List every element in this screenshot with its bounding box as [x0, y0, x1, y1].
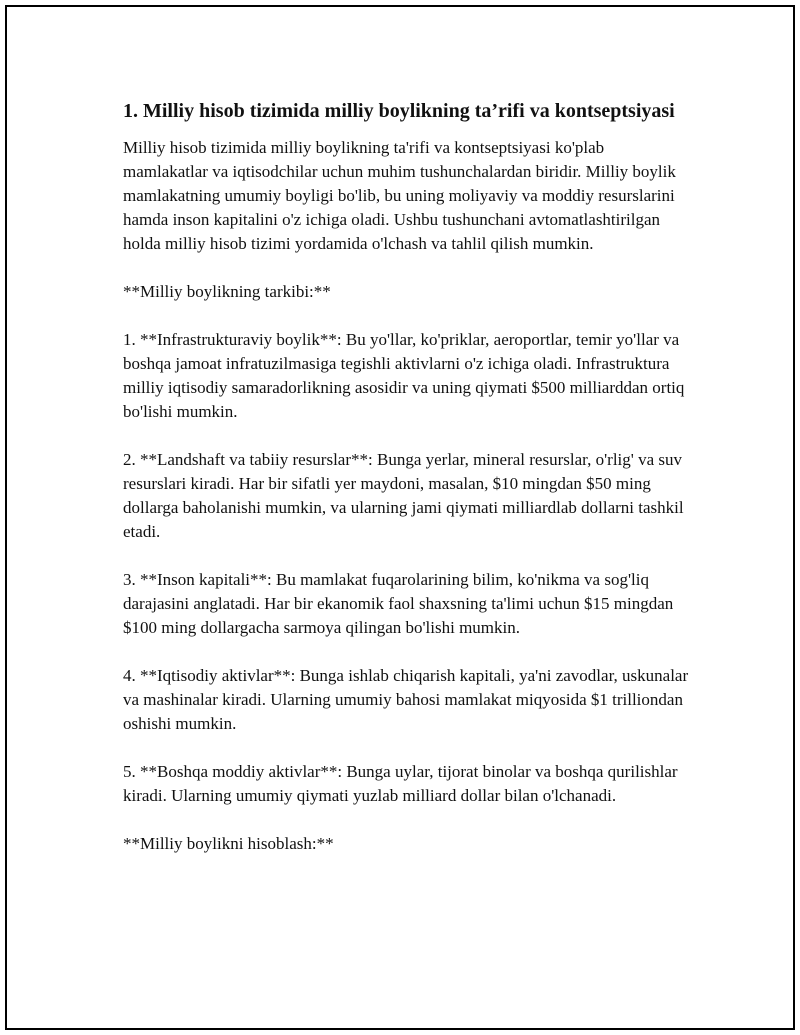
paragraph-item-2: 2. **Landshaft va tabiiy resurslar**: Bunga yerlar, mineral resurslar, o'rlig' va suv resurslari kiradi. Har bir sifatli yer maydoni, masalan, $10 mingdan $50 ming dollarga baholanishi mumkin, va ularning jami qiymati milliardlab dollarni tashkil etadi.: [123, 450, 684, 541]
paragraph-composition-heading: **Milliy boylikning tarkibi:**: [123, 282, 331, 301]
document-title: 1. Milliy hisob tizimida milliy boylikning ta’rifi va kontseptsiyasi: [123, 100, 675, 122]
paragraph-item-4: 4. **Iqtisodiy aktivlar**: Bunga ishlab chiqarish kapitali, ya'ni zavodlar, uskunalar va mashinalar kiradi. Ularning umumiy bahosi mamlakat miqyosida $1 trilliondan oshishi mumkin.: [123, 666, 689, 733]
paragraph-intro: Milliy hisob tizimida milliy boylikning ta'rifi va kontseptsiyasi ko'plab mamlakatlar va iqtisodchilar uchun muhim tushunchalardan biridir. Milliy boylik mamlakatning umumiy boyligi bo'lib, bu uning moliyaviy va moddiy resurslarini hamda inson kapitalini o'z ichiga oladi. Ushbu tushunchani avtomatlashtirilgan holda milliy hisob tizimi yordamida o'lchash va tahlil qilish mumkin.: [123, 138, 676, 253]
document-body: [123, 97, 693, 880]
paragraph-item-1: 1. **Infrastrukturaviy boylik**: Bu yo'llar, ko'priklar, aeroportlar, temir yo'llar va boshqa jamoat infratuzilmasiga tegishli aktivlarni o'z ichiga oladi. Infrastruktura milliy iqtisodiy samaradorlikning asosidir va uning qiymati $500 milliarddan ortiq bo'lishi mumkin.: [123, 330, 685, 421]
paragraph-item-5: 5. **Boshqa moddiy aktivlar**: Bunga uylar, tijorat binolar va boshqa qurilishlar kiradi. Ularning umumiy qiymati yuzlab milliard dollar bilan o'lchanadi.: [123, 762, 678, 805]
page-frame: [5, 5, 795, 1030]
paragraph-item-3: 3. **Inson kapitali**: Bu mamlakat fuqarolarining bilim, ko'nikma va sog'liq darajasini anglatadi. Har bir ekanomik faol shaxsning ta'limi uchun $15 mingdan $100 ming dollargacha sarmoya qilingan bo'lishi mumkin.: [123, 570, 674, 637]
paragraph-calculation-heading: **Milliy boylikni hisoblash:**: [123, 834, 334, 853]
